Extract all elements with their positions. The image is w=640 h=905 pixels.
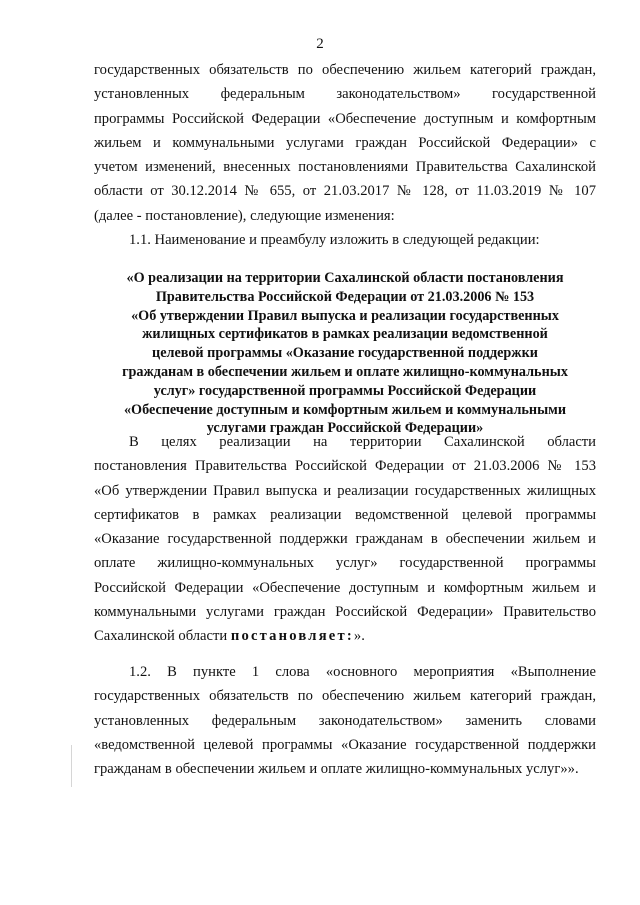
preamble-paragraph <box>94 430 596 649</box>
text-line: учетом изменений, внесенных постановлениями Правительства Сахалинской <box>94 159 596 176</box>
text-line: сертификатов в рамках реализации ведомственной целевой программы <box>94 506 596 523</box>
text-line: государственных обязательств по обеспечению жильем категорий граждан, <box>94 688 596 705</box>
text-line: гражданам в обеспечении жильем и оплате жилищно-коммунальных услуг»». <box>94 761 579 778</box>
text-line <box>94 624 596 648</box>
margin-line <box>71 745 72 787</box>
text-line: «Оказание государственной поддержки гражданам в обеспечении жильем и <box>94 531 596 548</box>
title-line: «О реализации на территории Сахалинской области постановления <box>126 270 564 286</box>
page-number: 2 <box>316 36 324 52</box>
text-line: программы Российской Федерации «Обеспечение доступным и комфортным <box>94 110 596 127</box>
title-line: Правительства Российской Федерации от 21.03.2006 № 153 <box>155 288 535 305</box>
text-line: государственных обязательств по обеспечению жильем категорий граждан, <box>94 62 596 78</box>
text-line: (далее - постановление), следующие изменения: <box>94 207 395 224</box>
title-line: «Об утверждении Правил выпуска и реализации государственных <box>131 307 559 324</box>
text-line: Российской Федерации «Обеспечение доступным и комфортным жильем и <box>94 579 596 596</box>
title-line: услугами граждан Российской Федерации» <box>206 420 484 437</box>
title-line: целевой программы «Оказание государственной поддержки <box>152 345 538 362</box>
text-line: В целях реализации на территории Сахалинской области <box>129 434 596 450</box>
title-line: гражданам в обеспечении жильем и оплате жилищно-коммунальных <box>122 363 568 380</box>
document-title-block <box>94 269 596 438</box>
region-text: Сахалинской области <box>94 628 231 645</box>
title-line: «Обеспечение доступным и комфортным жильем и коммунальными <box>123 401 567 418</box>
text-line: оплате жилищно-коммунальных услуг» государственной программы <box>94 555 596 572</box>
text-line: области от 30.12.2014 № 655, от 21.03.2017 № 128, от 11.03.2019 № 107 <box>94 183 596 200</box>
item-1-1: 1.1. Наименование и преамбулу изложить в следующей редакции: <box>129 232 540 249</box>
text-line: «Об утверждении Правил выпуска и реализации государственных жилищных <box>94 482 596 499</box>
text-line: постановления Правительства Российской Федерации от 21.03.2006 № 153 <box>94 458 596 475</box>
closing-quote: ». <box>353 628 365 645</box>
text-line: установленных федеральным законодательством» заменить словами <box>94 712 596 729</box>
item-1-2-paragraph <box>94 660 596 781</box>
title-line: услуг» государственной программы Российской Федерации <box>153 382 537 399</box>
text-line: «ведомственной целевой программы «Оказание государственной поддержки <box>94 736 596 753</box>
paragraph-continuation <box>94 58 596 252</box>
title-line: жилищных сертификатов в рамках реализации ведомственной <box>142 326 548 343</box>
resolves-word: постановляет: <box>230 628 354 645</box>
text-line: установленных федеральным законодательством» государственной <box>94 86 596 103</box>
text-line: жильем и коммунальными услугами граждан Российской Федерации» с <box>94 134 596 151</box>
text-line: коммунальными услугами граждан Российской Федерации» Правительство <box>94 604 596 621</box>
text-line: 1.2. В пункте 1 слова «основного мероприятия «Выполнение <box>129 664 596 680</box>
